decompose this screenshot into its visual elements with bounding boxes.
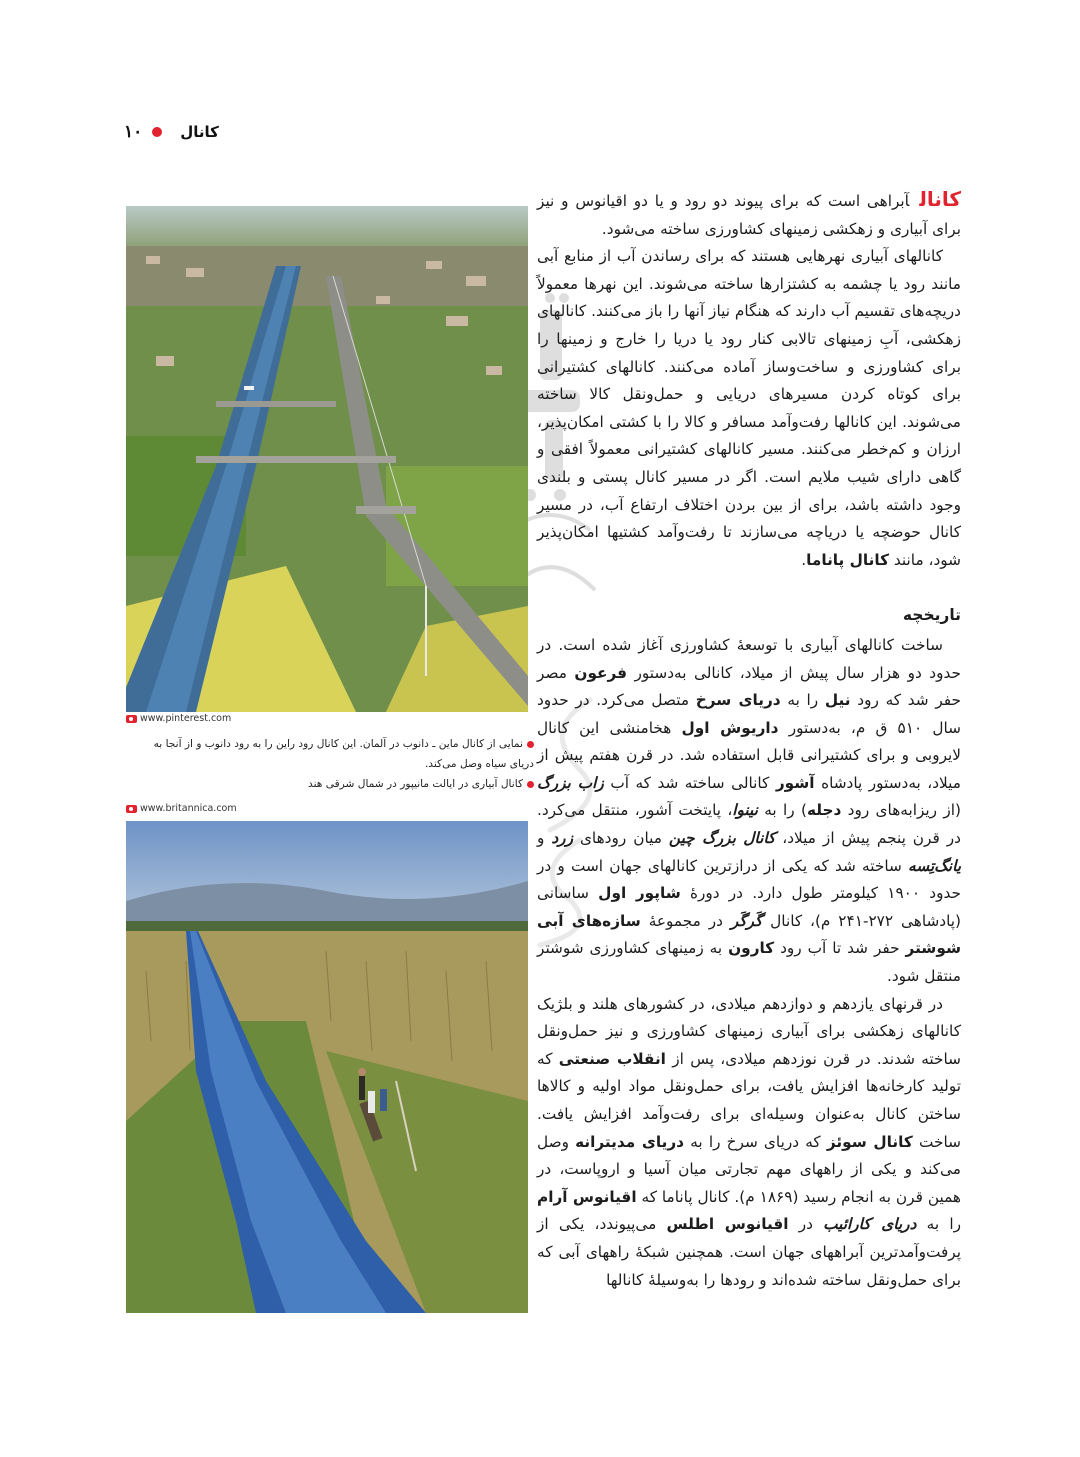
history-text: میان رودهای xyxy=(579,829,662,848)
types-text: کانالهای آبیاری نهرهایی هستند که برای رساندن آب از منابع آبی مانند رود یا چشمه به کشتزارها ساخته می‌شوند. این نهرها معمولاً دریچه‌های تقسیم آب دارند که هنگام نیاز آنها را باز می‌کنند. کانالهای زهکشی، آبِ زمینهای تالابی کنار رود یا دریا را خارج و زمینها را برای کشاورزی و ساخت‌وساز آماده می‌کنند. کانالهای کشتیرانی برای کوتاه کردن مسیرهای دریایی و حمل‌ونقل کالا ساخته می‌شوند. این کانالها رفت‌وآمد مسافر و کالا را با کشتی امکان‌پذیر، ارزان و کم‌خطر می‌کنند. مسیر کانالهای کشتیرانی معمولاً افقی و گاهی دارای شیب ملایم است. اگر در مسیر کانال پستی و بلندی وجود داشته باشد، برای از بین بردن اختلاف ارتفاع آب، در مسیر کانال حوضچه یا دریاچه می‌سازند تا رفت‌وآمد کشتیها امکان‌پذیر شود، مانند xyxy=(537,247,961,569)
photo2-source-url: www.britannica.com xyxy=(140,803,237,814)
history-term: یانگ‌تِسه xyxy=(908,856,961,875)
history-text: (از ریزابه‌های رود xyxy=(847,801,961,820)
history-text: ساخت کانالهای آبیاری با توسعهٔ کشاورزی آغاز شده است. در حدود دو هزار سال پیش از میلاد، کانالی به‌دستور xyxy=(537,635,961,682)
history-term: زرد xyxy=(551,829,573,848)
running-title: کانال xyxy=(180,123,219,141)
definition-paragraph xyxy=(537,186,961,243)
history-term: آشور xyxy=(775,773,815,792)
history-text: هخامنشی این کانال لایروبی و برای کشتیرانی قابل استفاده شد. در قرن هفتم پیش از میلاد، به‌دستور پادشاه xyxy=(537,718,961,792)
history-term: کارون xyxy=(728,939,775,958)
history-term: سازه‌های آبی شوشتر xyxy=(537,911,961,958)
history-term: داریوش اول xyxy=(681,718,779,737)
caption-2-text: کانال آبیاری در ایالت مانیپور در شمال شرقی هند xyxy=(308,778,523,790)
history-text: به زمینهای کشاورزی شوشتر منتقل شود. xyxy=(537,939,961,986)
history-text: در قرنهای یازدهم و دوازدهم میلادی، در کشورهای هلند و بلژیک کانالهای زهکشی برای آبیاری زمینهای کشاورزی و نیز حمل‌ونقل ساخته شدند. در قرن نوزدهم میلادی، پس از xyxy=(537,994,961,1068)
history-term: دریای مدیترانه xyxy=(575,1132,685,1151)
history-text: ) را به xyxy=(764,801,807,820)
history-text: حفر شد تا آب رود xyxy=(780,939,900,958)
photo1-source-url: www.pinterest.com xyxy=(140,713,232,724)
photo2-source xyxy=(126,803,237,814)
caption-1-text: نمایی از کانال ماین ـ دانوب در آلمان. این کانال رود راین را به رود دانوب و از آنجا به دریای سیاه وصل می‌کند. xyxy=(153,738,534,770)
history-term: انقلاب صنعتی xyxy=(558,1049,666,1068)
history-text: را به xyxy=(926,1215,961,1234)
history-text: وصل می‌کند و یکی از راههای مهم تجارتی میان آسیا و اروپاست، در همین قرن به انجام رسید (۱۸۶۹ م). کانال پاناما که xyxy=(537,1132,961,1206)
history-text: در مجموعهٔ xyxy=(648,911,723,930)
history-text: ساخته شد که یکی از درازترین کانالهای جهان است و در حدود ۱۹۰۰ کیلومتر طول دارد. در دورهٔ xyxy=(537,856,961,903)
history-term: دریای سرخ xyxy=(695,691,781,710)
header-dot xyxy=(152,127,162,137)
history-text: کانالی ساخته شد که آب xyxy=(610,773,770,792)
paragraph-history-2 xyxy=(537,991,961,1295)
caption-2 xyxy=(126,774,534,794)
photo-captions xyxy=(126,734,534,794)
history-term: اقیانوس اطلس xyxy=(666,1215,789,1234)
history-term: اقیانوس آرام xyxy=(537,1187,637,1206)
definition-text: آبراهی است که برای پیوند دو رود و یا دو اقیانوس و نیز برای آبیاری و زهکشی زمینهای کشاورزی ساخته می‌شود. xyxy=(537,192,961,238)
history-text: ، پایتخت آشور، منتقل می‌کرد. در قرن پنجم پیش از میلاد، xyxy=(537,801,961,848)
history-term: نینوا xyxy=(732,801,758,820)
panama-term: کانال پاناما xyxy=(806,550,890,569)
history-text: و xyxy=(537,829,545,848)
history-text: ساسانی (پادشاهی ۲۷۲-۲۴۱ م)، کانال xyxy=(537,884,961,930)
article-body xyxy=(537,186,961,1294)
history-term: گَرگَر xyxy=(730,911,763,930)
history-term: زاب بزرگ xyxy=(537,773,604,792)
history-term: دریای کارائیب xyxy=(823,1215,917,1234)
photo-main-danube-canal xyxy=(126,206,528,712)
history-term: فرعون xyxy=(574,663,628,682)
history-text: در xyxy=(798,1215,813,1234)
history-term: کانال سوئز xyxy=(826,1132,913,1151)
history-text: می‌پیوندد، یکی از پرفت‌وآمدترین آبراههای جهان است. همچنین شبکهٔ راههای آبی که برای حمل‌ونقل ساخته شده‌اند و رودها را به‌وسیلهٔ کانالها xyxy=(537,1215,961,1289)
photo1-source xyxy=(126,713,231,724)
page-header xyxy=(124,122,219,142)
caption-bullet xyxy=(527,781,534,788)
history-term: شاپور اول xyxy=(598,884,681,903)
caption-1 xyxy=(126,734,534,774)
history-text: که تولید کارخانه‌ها افزایش یافت، برای حمل‌ونقل مواد اولیه و کالاها ساختن کانال به‌عنوان وسیله‌ای برای رفت‌وآمد افزایش یافت. ساخت xyxy=(537,1049,961,1151)
article-term: کانال xyxy=(919,187,961,211)
history-term: نیل xyxy=(824,691,851,710)
history-term: کانال بزرگ چین xyxy=(668,829,776,848)
camera-icon xyxy=(126,715,137,723)
history-text: مصر حفر شد که رود xyxy=(537,663,961,710)
history-text: متصل می‌کرد. در حدود سال ۵۱۰ ق م، به‌دستور xyxy=(537,691,961,737)
section-title-history: تاریخچه xyxy=(902,606,961,625)
paragraph-history-1 xyxy=(537,632,961,991)
history-text: که دریای سرخ را به xyxy=(690,1132,821,1151)
caption-bullet xyxy=(527,741,534,748)
photo-irrigation-canal xyxy=(126,821,528,1313)
page-number: ۱۰ xyxy=(124,122,143,142)
camera-icon xyxy=(126,805,137,813)
history-text: را به xyxy=(787,691,819,710)
history-term: دجله xyxy=(806,801,842,820)
paragraph-types: کانالهای آبیاری نهرهایی هستند که برای رساندن آب از منابع آبی مانند رود یا چشمه به کشتزارها ساخته می‌شوند. این نهرها معمولاً دریچه‌های تقسیم آب دارند که هنگام نیاز آنها را باز می‌کنند. کانالهای زهکشی، آبِ زمینهای تالابی کنار رود یا دریا را خارج و زمینها را برای کشاورزی و ساخت‌وساز آماده می‌کنند. کانالهای کشتیرانی برای کوتاه کردن مسیرهای دریایی و حمل‌ونقل کالا ساخته می‌شوند. این کانالها رفت‌وآمد مسافر و کالا را با کشتی امکان‌پذیر، ارزان و کم‌خطر می‌کنند. مسیر کانالهای کشتیرانی معمولاً افقی و گاهی دارای شیب ملایم است. اگر در مسیر کانال پستی و بلندی وجود داشته باشد، برای از بین بردن اختلاف ارتفاع آب، در مسیر کانال حوضچه یا دریاچه می‌سازند تا رفت‌وآمد کشتیها امکان‌پذیر شود، مانند کانال پاناما. xyxy=(537,247,961,569)
